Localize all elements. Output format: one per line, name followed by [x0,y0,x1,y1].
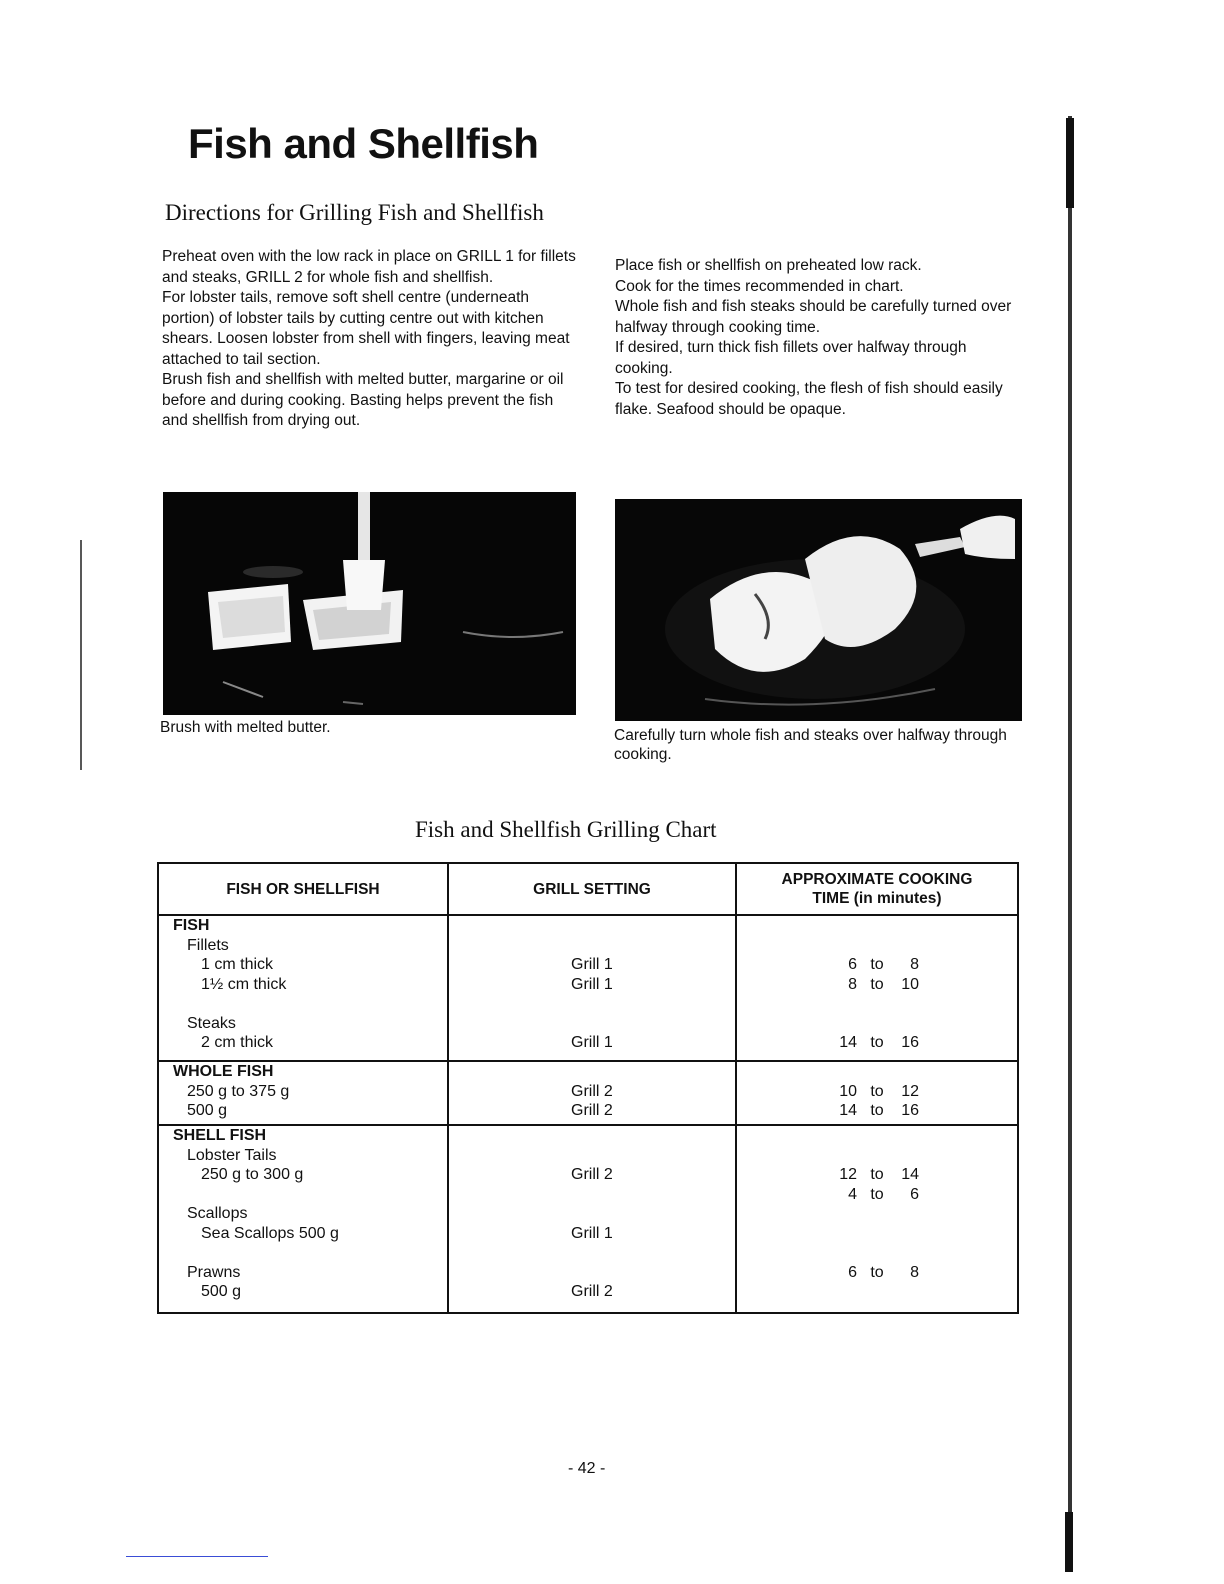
direction-paragraph: For lobster tails, remove soft shell centre (underneath portion) of lobster tails by cutting centre out with kitchen shears. Loosen lobster from shell with fingers, leaving meat attached to tail section. [162,289,570,368]
page-title: Fish and Shellfish [188,120,539,167]
setting-value: Grill 1 [571,1224,613,1242]
item-label: 250 g to 300 g [201,1166,304,1184]
category-label: SHELL FISH [173,1127,267,1145]
time-cell [736,1061,1018,1125]
time-range: 12 to 14 [839,1166,919,1184]
table-row-group-fish [158,915,1018,1061]
time-range: 14 to 16 [839,1102,919,1120]
item-label: 250 g to 375 g [187,1082,290,1100]
time-range: 8 to 10 [848,975,919,993]
time-range: 6 to 8 [848,1263,919,1281]
column-header-setting: GRILL SETTING [448,863,736,915]
subcategory-label: Fillets [187,936,229,954]
setting-value: Grill 1 [571,1034,613,1051]
binding-edge-mark [1066,118,1074,208]
time-range: 6 to 8 [848,956,919,973]
turning-fish-photo [615,499,1022,721]
setting-cell [448,1061,736,1125]
time-range: 14 to 16 [839,1034,919,1051]
time-range: 4 to 6 [848,1185,919,1203]
chart-title: Fish and Shellfish Grilling Chart [415,817,717,842]
item-label: Sea Scallops 500 g [201,1224,339,1242]
item-cell [158,1061,448,1125]
brushing-fish-photo [163,492,576,715]
subcategory-label: Scallops [187,1205,248,1223]
setting-cell [448,915,736,1061]
photo-caption: Brush with melted butter. [160,719,331,736]
subcategory-label: Lobster Tails [187,1146,277,1164]
left-edge-line [80,540,82,770]
setting-value: Grill 2 [571,1283,613,1301]
table-header-row [158,863,1018,915]
direction-paragraph: If desired, turn thick fish fillets over halfway through cooking. [615,339,967,377]
footer-rule [126,1556,268,1557]
item-label: 1 cm thick [201,956,274,973]
direction-paragraph: Preheat oven with the low rack in place on GRILL 1 for fillets and steaks, GRILL 2 for whole fish and shellfish. [162,248,576,286]
item-cell [158,915,448,1061]
direction-paragraph: Cook for the times recommended in chart. [615,277,904,295]
time-cell [736,1125,1018,1313]
direction-paragraph: To test for desired cooking, the flesh of fish should easily flake. Seafood should be opaque. [615,380,1003,418]
binding-edge-line [1068,116,1072,1568]
item-label: 1½ cm thick [201,975,287,993]
time-range: 10 to 12 [839,1082,919,1100]
time-cell [736,915,1018,1061]
direction-paragraph: Brush fish and shellfish with melted butter, margarine or oil before and during cooking. Basting helps prevent the fish and shellfish from drying out. [162,371,564,429]
setting-cell [448,1125,736,1313]
setting-value: Grill 2 [571,1082,613,1100]
binding-edge-mark [1065,1512,1073,1572]
category-label: WHOLE FISH [173,1063,274,1081]
brushing-fish-illustration [163,492,576,715]
page-number: - 42 - [568,1460,606,1477]
directions-right-column [615,256,1025,420]
setting-value: Grill 2 [571,1102,613,1120]
item-label: 500 g [187,1102,228,1120]
setting-value: Grill 2 [571,1166,613,1184]
setting-value: Grill 1 [571,975,613,993]
item-label: 500 g [201,1283,242,1301]
table-row-group-shell-fish [158,1125,1018,1313]
subcategory-label: Steaks [187,1014,236,1032]
category-label: FISH [173,917,210,934]
item-label: 2 cm thick [201,1034,274,1051]
column-header-time: APPROXIMATE COOKING TIME (in minutes) [736,863,1018,915]
table-row-group-whole-fish [158,1061,1018,1125]
turning-fish-illustration [615,499,1022,721]
direction-paragraph: Whole fish and fish steaks should be carefully turned over halfway through cooking time. [615,298,1012,336]
item-cell [158,1125,448,1313]
setting-value: Grill 1 [571,956,613,973]
grilling-chart-table [157,862,1019,1314]
section-heading: Directions for Grilling Fish and Shellfish [165,200,544,225]
subcategory-label: Prawns [187,1263,241,1281]
direction-paragraph: Place fish or shellfish on preheated low rack. [615,257,922,274]
column-header-item: FISH OR SHELLFISH [158,863,448,915]
directions-left-column [162,247,582,432]
photo-caption: Carefully turn whole fish and steaks over halfway through cooking. [614,727,1007,763]
